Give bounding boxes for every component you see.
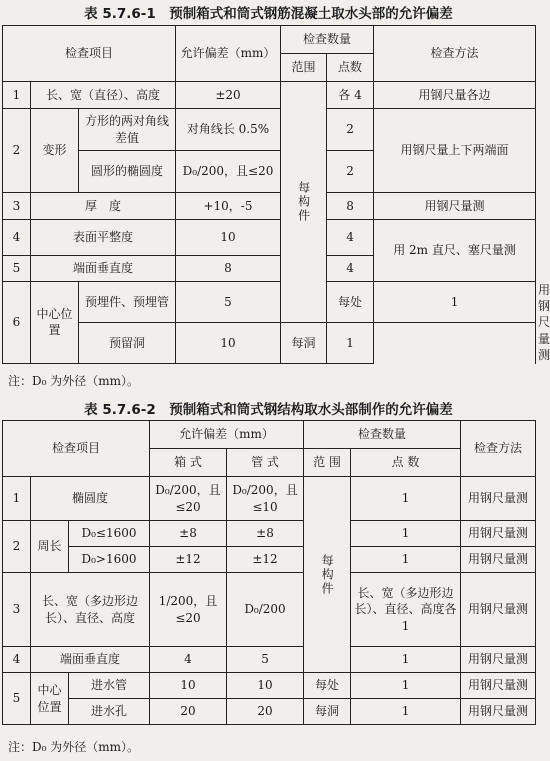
t1-r5-points: 4 xyxy=(327,256,374,282)
t2-r1-item: 椭圆度 xyxy=(31,477,150,521)
t2-r1-points: 1 xyxy=(351,477,461,521)
t1-r6b-scope: 每洞 xyxy=(281,322,327,363)
t2-r3-item: 长、宽（多边形边长）、直径、高度 xyxy=(31,573,150,647)
t2-header-tolerance: 允许偏差（mm） xyxy=(150,421,304,449)
t2-r5b-box: 20 xyxy=(150,699,227,725)
t1-r2-method: 用钢尺量上下两端面 xyxy=(374,109,536,193)
t1-r1-tol: ±20 xyxy=(176,82,281,109)
table1: 检查项目 允许偏差（mm） 检查数量 检查方法 范围 点数 1 长、宽（直径）、高度 ±20 每构件 各 4 用钢尺量各边 2 变形 方形的两对角线差值 对角线长 0.5% 2 用钢尺量上下两端面 圆形的椭圆度 D₀/200，且≤20 2 3 厚 度 +10，-5 8 用钢尺量测 4 表面平整度 10 4 用 2m 直尺、塞尺量测 5 端面垂直度 8 4 6 中心位置 预埋件、预埋管 5 每处 1 用钢尺量测 预留洞 10 每洞 1 xyxy=(2,25,536,364)
t2-r2-no: 2 xyxy=(3,521,31,573)
t2-r1-no: 1 xyxy=(3,477,31,521)
t1-r2a-points: 2 xyxy=(327,109,374,151)
t2-r2a-method: 用钢尺量测 xyxy=(461,521,536,547)
t2-r2-group: 周长 xyxy=(31,521,69,573)
t2-r5a-points: 1 xyxy=(351,673,461,699)
t1-header-qty: 检查数量 xyxy=(281,26,374,54)
t1-scope-merged: 每构件 xyxy=(281,82,327,323)
t2-r4-no: 4 xyxy=(3,647,31,673)
t1-r2b-points: 2 xyxy=(327,151,374,193)
t2-r5b-method: 用钢尺量测 xyxy=(461,699,536,725)
t2-r4-points: 1 xyxy=(351,647,461,673)
t2-r4-item: 端面垂直度 xyxy=(31,647,150,673)
t1-r2b-item: 圆形的椭圆度 xyxy=(79,151,176,193)
t1-r5-no: 5 xyxy=(3,256,31,282)
t2-r1-box: D₀/200，且≤20 xyxy=(150,477,227,521)
t2-r3-points: 长、宽（多边形边长）、直径、高度各 1 xyxy=(351,573,461,647)
t2-r5b-item: 进水孔 xyxy=(69,699,150,725)
t2-r2a-item: D₀≤1600 xyxy=(69,521,150,547)
t2-r2b-points: 1 xyxy=(351,547,461,573)
t2-r5a-method: 用钢尺量测 xyxy=(461,673,536,699)
t2-r2a-box: ±8 xyxy=(150,521,227,547)
t1-r2-no: 2 xyxy=(3,109,31,193)
t1-r4-method: 用 2m 直尺、塞尺量测 xyxy=(374,220,536,282)
t2-r3-no: 3 xyxy=(3,573,31,647)
t2-r1-method: 用钢尺量测 xyxy=(461,477,536,521)
t2-header-tube: 管 式 xyxy=(227,449,304,477)
table2-note: 注：D₀ 为外径（mm）。 xyxy=(8,740,140,754)
t1-r6a-scope: 每处 xyxy=(327,282,374,323)
t1-r6b-item: 预留洞 xyxy=(79,322,176,363)
table2 xyxy=(2,420,536,725)
t2-r5a-item: 进水管 xyxy=(69,673,150,699)
t1-r6a-item: 预埋件、预埋管 xyxy=(79,282,176,323)
t1-r1-no: 1 xyxy=(3,82,31,109)
t2-r2b-box: ±12 xyxy=(150,547,227,573)
t1-r4-item: 表面平整度 xyxy=(31,220,176,256)
t1-r3-tol: +10，-5 xyxy=(176,193,281,220)
t2-header-scope: 范 围 xyxy=(304,449,351,477)
t1-header-points: 点数 xyxy=(327,54,374,82)
t2-r4-tube: 5 xyxy=(227,647,304,673)
t1-r5-tol: 8 xyxy=(176,256,281,282)
t1-r3-item: 厚 度 xyxy=(31,193,176,220)
t2-r4-box: 4 xyxy=(150,647,227,673)
t1-r4-points: 4 xyxy=(327,220,374,256)
table1-note: 注：D₀ 为外径（mm）。 xyxy=(8,374,140,388)
t1-r1-points: 各 4 xyxy=(327,82,374,109)
t1-header-item: 检查项目 xyxy=(3,26,176,82)
t2-r5b-points: 1 xyxy=(351,699,461,725)
t1-header-tolerance: 允许偏差（mm） xyxy=(176,26,281,82)
t2-r5-no: 5 xyxy=(3,673,31,725)
t2-r5a-scope: 每处 xyxy=(304,673,351,699)
t2-header-method: 检查方法 xyxy=(461,421,536,477)
t2-r4-method: 用钢尺量测 xyxy=(461,647,536,673)
t1-r1-item: 长、宽（直径）、高度 xyxy=(31,82,176,109)
t1-r6b-tol: 10 xyxy=(176,322,281,363)
t1-r5-item: 端面垂直度 xyxy=(31,256,176,282)
t1-r6-no: 6 xyxy=(3,282,31,364)
t2-r1-tube: D₀/200，且≤10 xyxy=(227,477,304,521)
t1-r2b-tol: D₀/200，且≤20 xyxy=(176,151,281,193)
t2-header-points: 点 数 xyxy=(351,449,461,477)
t1-r2-group: 变形 xyxy=(31,109,79,193)
table2-title: 表 5.7.6-2 预制箱式和筒式钢结构取水头部制作的允许偏差 xyxy=(84,402,453,418)
t1-r6a-points: 1 xyxy=(374,282,536,323)
t1-r3-method: 用钢尺量测 xyxy=(374,193,536,220)
t2-r2b-item: D₀>1600 xyxy=(69,547,150,573)
t2-r5-group: 中心位置 xyxy=(31,673,69,725)
t2-r5b-scope: 每洞 xyxy=(304,699,351,725)
t1-r6a-tol: 5 xyxy=(176,282,281,323)
t2-r2a-tube: ±8 xyxy=(227,521,304,547)
table1-title: 表 5.7.6-1 预制箱式和筒式钢筋混凝土取水头部的允许偏差 xyxy=(84,6,453,22)
t1-header-method: 检查方法 xyxy=(374,26,536,82)
t1-r3-no: 3 xyxy=(3,193,31,220)
t2-r3-method: 用钢尺量测 xyxy=(461,573,536,647)
t2-header-box: 箱 式 xyxy=(150,449,227,477)
t1-r4-no: 4 xyxy=(3,220,31,256)
t1-r2a-tol: 对角线长 0.5% xyxy=(176,109,281,151)
t1-r6b-points: 1 xyxy=(327,322,374,363)
t2-r3-box: 1/200，且≤20 xyxy=(150,573,227,647)
t1-header-scope: 范围 xyxy=(281,54,327,82)
t2-r5a-tube: 10 xyxy=(227,673,304,699)
t2-r2b-method: 用钢尺量测 xyxy=(461,547,536,573)
t2-r2b-tube: ±12 xyxy=(227,547,304,573)
t2-r2a-points: 1 xyxy=(351,521,461,547)
t1-r1-method: 用钢尺量各边 xyxy=(374,82,536,109)
t2-r5a-box: 10 xyxy=(150,673,227,699)
t1-r4-tol: 10 xyxy=(176,220,281,256)
t2-scope-merged: 每构件 xyxy=(304,477,351,673)
t2-header-item: 检查项目 xyxy=(3,421,150,477)
t1-r6-group: 中心位置 xyxy=(31,282,79,364)
t2-r3-tube: D₀/200 xyxy=(227,573,304,647)
t2-r5b-tube: 20 xyxy=(227,699,304,725)
t2-header-qty: 检查数量 xyxy=(304,421,461,449)
t1-r3-points: 8 xyxy=(327,193,374,220)
t1-r2a-item: 方形的两对角线差值 xyxy=(79,109,176,151)
